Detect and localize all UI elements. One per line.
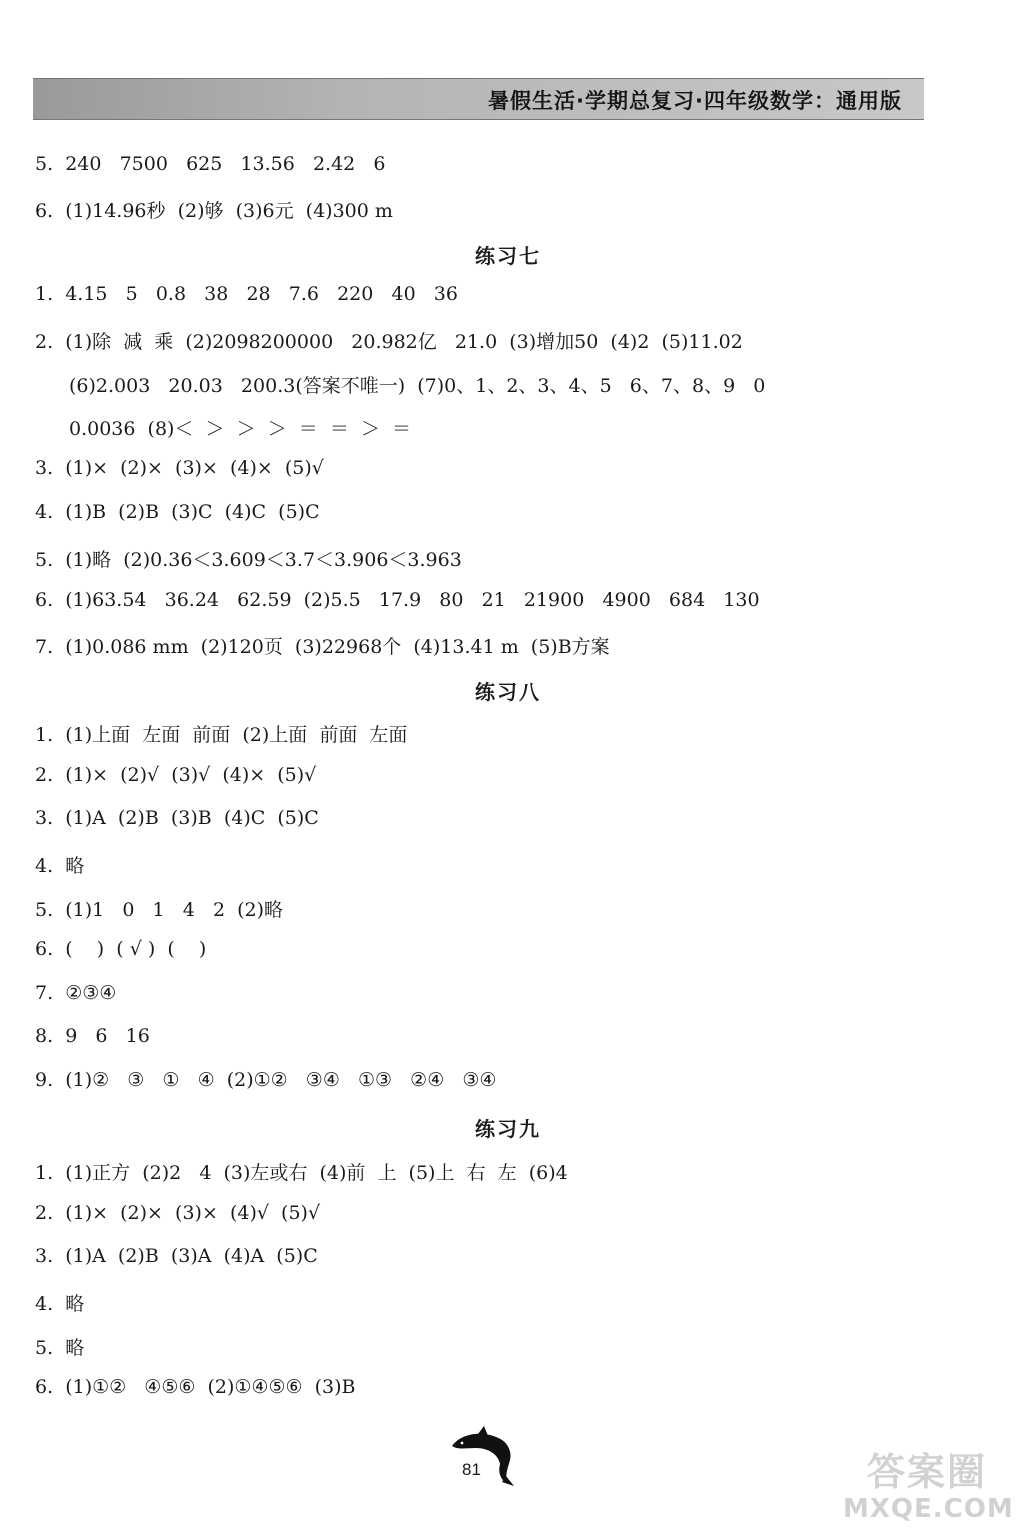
answer-line: 1. (1)正方 (2)2 4 (3)左或右 (4)前 上 (5)上 右 左 (6)4 xyxy=(35,1162,568,1184)
dolphin-icon xyxy=(448,1424,518,1488)
answer-line: 2. (1)× (2)√ (3)√ (4)× (5)√ xyxy=(35,764,317,786)
watermark-text: 答案圈 xyxy=(866,1450,987,1494)
running-header xyxy=(33,78,924,120)
answer-line-continued: (6)2.003 20.03 200.3(答案不唯一) (7)0、1、2、3、4、5 6、7、8、9 0 xyxy=(69,375,766,397)
answer-line: 4. 略 xyxy=(35,1293,85,1315)
section-title-8: 练习八 xyxy=(475,680,541,704)
answer-line: 3. (1)A (2)B (3)B (4)C (5)C xyxy=(35,807,319,829)
answer-line: 3. (1)A (2)B (3)A (4)A (5)C xyxy=(35,1245,318,1267)
answer-line: 4. (1)B (2)B (3)C (4)C (5)C xyxy=(35,501,320,523)
answer-line: 3. (1)× (2)× (3)× (4)× (5)√ xyxy=(35,457,324,479)
answer-line: 4. 略 xyxy=(35,855,85,877)
header-title: 暑假生活·学期总复习·四年级数学：通用版 xyxy=(488,89,902,113)
watermark-url: MXQE.COM xyxy=(843,1494,1014,1524)
answer-line: 2. (1)× (2)× (3)× (4)√ (5)√ xyxy=(35,1202,321,1224)
answer-line: 5. (1)1 0 1 4 2 (2)略 xyxy=(35,899,284,921)
answer-line: 6. (1)63.54 36.24 62.59 (2)5.5 17.9 80 21 21900 4900 684 130 xyxy=(35,589,760,611)
answer-line: 7. (1)0.086 mm (2)120页 (3)22968个 (4)13.41 m (5)B方案 xyxy=(35,636,610,658)
answer-line: 2. (1)除 减 乘 (2)2098200000 20.982亿 21.0 (3)增加50 (4)2 (5)11.02 xyxy=(35,331,743,353)
answer-line: 5. (1)略 (2)0.36＜3.609＜3.7＜3.906＜3.963 xyxy=(35,549,462,571)
answer-line-continued: 0.0036 (8)＜ ＞ ＞ ＞ ＝ ＝ ＞ ＝ xyxy=(69,418,412,440)
answer-line: 1. (1)上面 左面 前面 (2)上面 前面 左面 xyxy=(35,724,408,746)
page-number: 81 xyxy=(462,1460,481,1479)
section-title-9: 练习九 xyxy=(475,1117,541,1141)
answer-line: 6. (1)14.96秒 (2)够 (3)6元 (4)300 m xyxy=(35,200,393,222)
answer-line: 6. (1)①② ④⑤⑥ (2)①④⑤⑥ (3)B xyxy=(35,1376,356,1398)
section-title-7: 练习七 xyxy=(475,244,541,268)
answer-line: 5. 略 xyxy=(35,1337,85,1359)
answer-line: 9. (1)② ③ ① ④ (2)①② ③④ ①③ ②④ ③④ xyxy=(35,1069,497,1091)
answer-line: 8. 9 6 16 xyxy=(35,1025,150,1047)
answer-line: 6. ( ) ( √ ) ( ) xyxy=(35,938,207,960)
answer-line: 7. ②③④ xyxy=(35,982,117,1004)
answer-line: 5. 240 7500 625 13.56 2.42 6 xyxy=(35,153,386,175)
watermark-logo xyxy=(843,1450,1014,1534)
answer-line: 1. 4.15 5 0.8 38 28 7.6 220 40 36 xyxy=(35,283,458,305)
